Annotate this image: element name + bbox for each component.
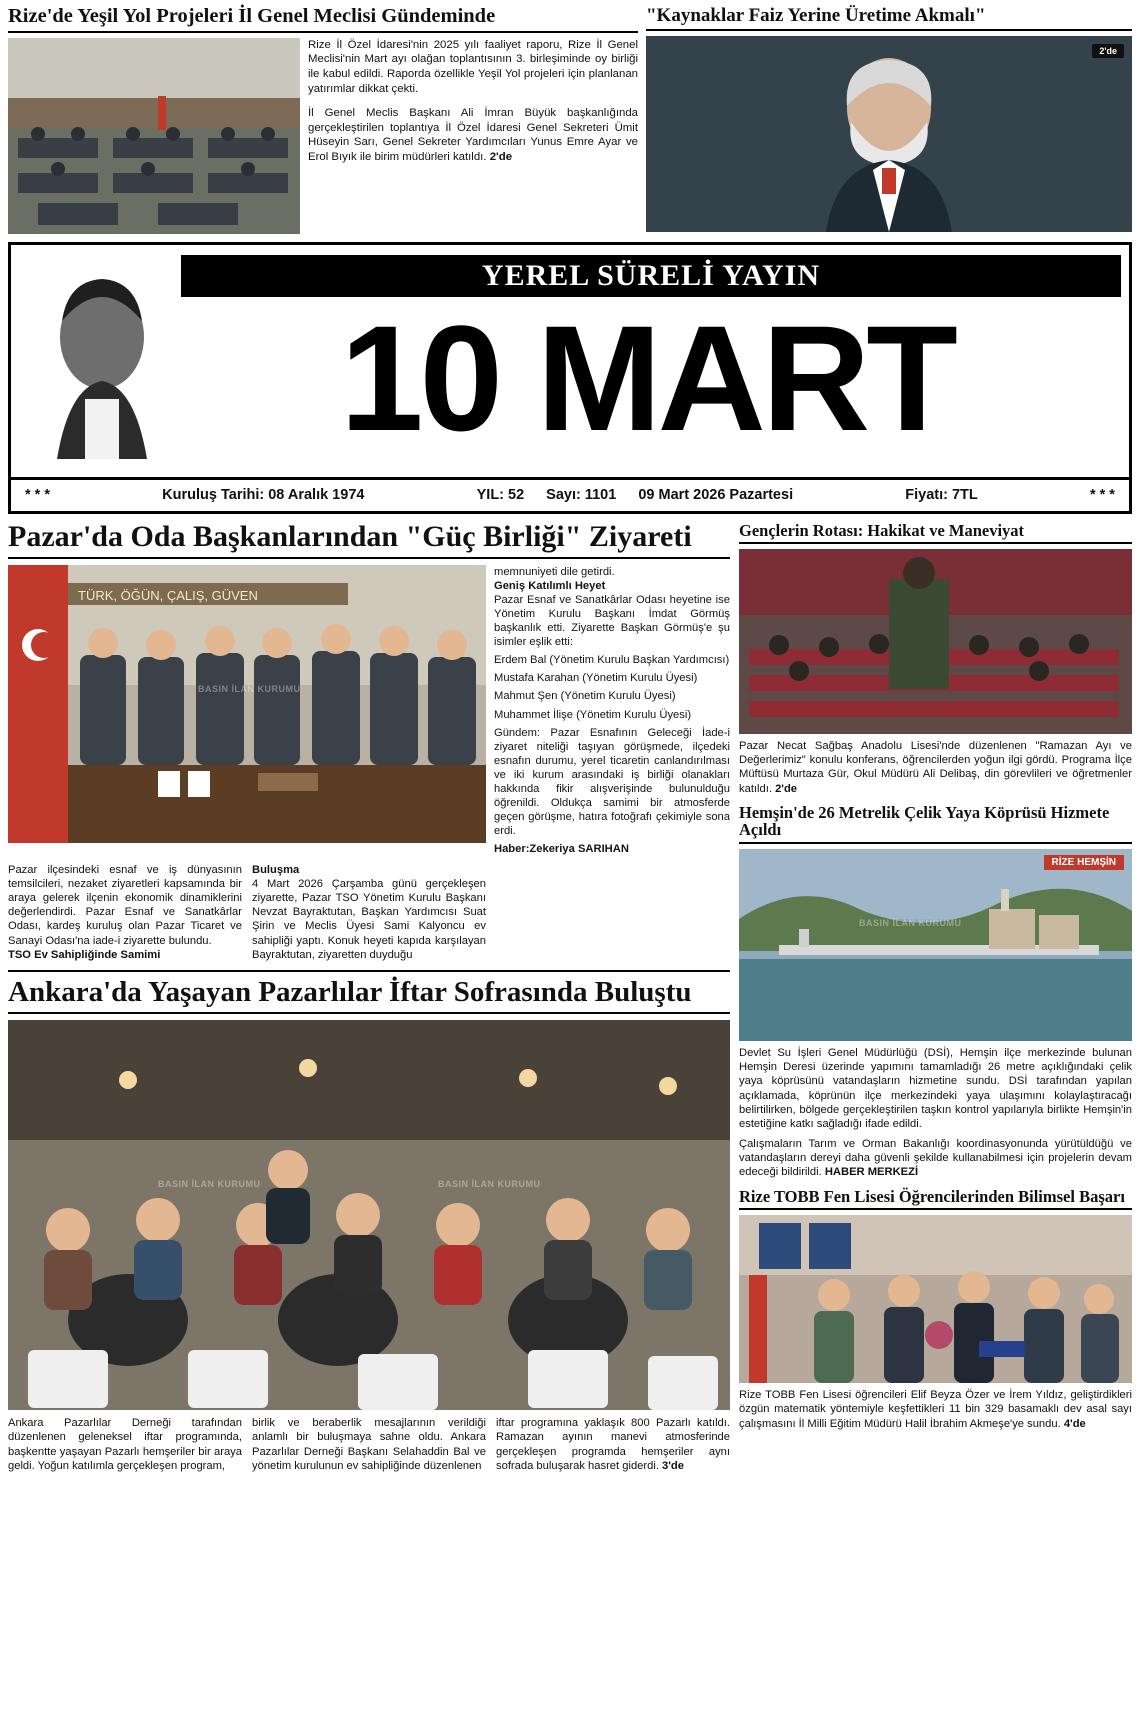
watermark: BASIN İLAN KURUMU	[438, 1179, 541, 1190]
lead-list-item-1: Mustafa Karahan (Yönetim Kurulu Üyesi)	[494, 672, 698, 685]
top-right-headline: "Kaynaklar Faiz Yerine Üretime Akmalı"	[646, 6, 1132, 31]
right-story-2-text-2: Çalışmaların Tarım ve Orman Bakanlığı koordinasyonunda yürütüldüğü ve vatandaşların dereyi daha güvenli şekilde kullanabilmesi için projelerin devam edeceği bildirildi. HABER MERKEZİ	[739, 1137, 1132, 1179]
top-story-right	[646, 6, 1132, 234]
ankara-column-1: Ankara Pazarlılar Derneği tarafından düzenlenen geleneksel iftar programında, başkentte yaşayan Pazarlı hemşeriler bir araya geldi. Yoğun katılımla gerçekleşen program,	[8, 1417, 242, 1472]
lead-col3-text: Pazar Esnaf ve Sanatkârlar Odası heyetine ise Yönetim Kurulu Başkanı İmdat Görmüş başkanlık etti. Ziyarette Başkan Görmüş'e şu isimler eşlik etti:	[494, 593, 730, 649]
watermark: BASIN İLAN KURUMU	[158, 1179, 261, 1190]
lead-byline: Haber:Zekeriya SARIHAN	[494, 843, 629, 856]
lead-column-1	[8, 863, 242, 963]
page-badge: 2'de	[1092, 44, 1124, 58]
watermark: BASIN İLAN KURUMU	[859, 917, 962, 928]
right-story-2-photo	[739, 849, 1132, 1041]
masthead-overline: YEREL SÜRELİ YAYIN	[181, 255, 1121, 297]
lead-headline: Pazar'da Oda Başkanlarından "Güç Birliği" Ziyareti	[8, 522, 730, 559]
lead-col1-text: Pazar ilçesindeki esnaf ve iş dünyasının temsilcileri, nezaket ziyaretleri kapsamında bir araya gelerek ilçenin ekonomik dinamiklerini değerlendirdi. Pazar Esnaf ve Sanatkârlar Odası, kardeş kuruluş olan Pazar Ticaret ve Sanayi Odası'na iade-i ziyarette bulundu.	[8, 863, 242, 947]
page-reference: 2'de	[775, 782, 798, 795]
top-left-text	[308, 38, 638, 234]
photo-watermark-label: RİZE HEMŞİN	[1044, 855, 1124, 870]
ankara-photo	[8, 1020, 730, 1410]
top-right-photo	[646, 36, 1132, 232]
page-reference: 3'de	[662, 1459, 684, 1472]
watermark: BASIN İLAN KURUMU	[198, 683, 301, 694]
page-reference: 2'de	[489, 151, 513, 164]
top-left-photo	[8, 38, 300, 234]
stars-right: * * *	[1089, 487, 1115, 504]
price: Fiyatı: 7TL	[905, 487, 978, 504]
top-left-paragraph-1: Rize İl Özel İdaresi'nin 2025 yılı faaliyet raporu, Rize İl Genel Meclisi'nin Mart ayı olağan toplantısının 3. birleşiminde oy birliği ile kabul edildi. Raporda özellikle Yeşil Yol projeleri için planlanan yatırımlar dikkat çekti.	[308, 38, 638, 95]
lead-col2-subhead: Buluşma	[252, 863, 300, 876]
lead-column-3	[494, 565, 730, 857]
lead-col1-subhead: TSO Ev Sahipliğinde Samimi	[8, 948, 161, 961]
lead-col4-text: Gündem: Pazar Esnafının Geleceği İade-i ziyaret niteliği taşıyan görüşmede, ilçedeki esnafın durumu, yerel ticaretin canlandırılması ve iki kurum arasındaki iş birliği olanakları hakkında fikir alışverişinde bulunulduğu öğrenildi. Oldukça samimi bir atmosferde geçen görüşme, hatıra fotoğrafı çekimiyle sona erdi.	[494, 726, 730, 838]
volume-year: YIL: 52	[476, 487, 525, 504]
lead-col2-text: 4 Mart 2026 Çarşamba günü gerçekleşen ziyarette, Pazar TSO Yönetim Kurulu Başkanı Nevzat Bayraktutan, Başkan Yardımcısı Suat Şirin ve Meclis Üyesi Sami Kalyoncu ev sahipliği yaptı. Konuk heyeti kapıda karşılayan Bayraktutan, ziyaretten duyduğu	[252, 877, 486, 961]
right-story-3-headline: Rize TOBB Fen Lisesi Öğrencilerinden Bilimsel Başarı	[739, 1188, 1132, 1210]
issue-number: Sayı: 1101	[546, 487, 617, 504]
publication-date: 09 Mart 2026 Pazartesi	[638, 487, 794, 504]
section-divider	[8, 970, 730, 972]
page-reference: 4'de	[1063, 1417, 1086, 1430]
top-strip	[0, 0, 1140, 234]
right-story-3	[739, 1188, 1132, 1431]
right-story-1-headline: Gençlerin Rotası: Hakikat ve Maneviyat	[739, 522, 1132, 544]
right-story-1	[739, 522, 1132, 797]
right-story-2-headline: Hemşin'de 26 Metrelik Çelik Yaya Köprüsü Hizmete Açıldı	[739, 804, 1132, 844]
right-story-3-photo	[739, 1215, 1132, 1383]
lead-col3-subhead: Geniş Katılımlı Heyet	[494, 579, 606, 592]
lead-list-item-0: Erdem Bal (Yönetim Kurulu Başkan Yardımcısı)	[494, 654, 730, 667]
lead-column-spacer	[496, 863, 730, 963]
main-content	[0, 514, 1140, 1473]
right-story-2	[739, 804, 1132, 1180]
lead-col3-first: memnuniyeti dile getirdi.	[494, 565, 615, 578]
ankara-column-3: iftar programına yaklaşık 800 Pazarlı katıldı. Ramazan ayının manevi atmosferinde gerçekleşen programda hemşeriler aynı sofrada buluşarak hasret giderdi. 3'de	[496, 1417, 730, 1472]
top-story-left	[8, 6, 638, 234]
ankara-headline: Ankara'da Yaşayan Pazarlılar İftar Sofrasında Buluştu	[8, 978, 730, 1014]
right-story-1-photo	[739, 549, 1132, 734]
source-label: HABER MERKEZİ	[824, 1166, 919, 1179]
lead-list-item-2: Mahmut Şen (Yönetim Kurulu Üyesi)	[494, 690, 676, 703]
lead-photo	[8, 565, 486, 843]
masthead	[8, 242, 1132, 480]
founded-date: Kuruluş Tarihi: 08 Aralık 1974	[162, 487, 365, 504]
top-left-paragraph-2: İl Genel Meclis Başkanı Ali İmran Büyük başkanlığında gerçekleştirilen toplantıya İl Özel İdaresi Genel Sekreteri Ümit Hüseyin Sarı, Genel Sekreter Yardımcıları Yunus Emre Ayar ve Erol Bıyık ile birim müdürleri katıldı. 2'de	[308, 106, 638, 164]
right-story-1-text: Pazar Necat Sağbaş Anadolu Lisesi'nde düzenlenen "Ramazan Ayı ve Değerlerimiz" konulu konferans, öğrencilerden yoğun ilgi gördü. Programa İlçe Müftüsü Murtaza Gür, Okul Müdürü Ali Delibaş, din görevlileri ve öğretmenler katıldı. 2'de	[739, 739, 1132, 795]
lead-column-2	[252, 863, 486, 963]
masthead-infobar	[8, 480, 1132, 514]
stars-left: * * *	[25, 487, 50, 504]
left-column	[8, 519, 730, 1473]
lead-list-item-3: Muhammet İlişe (Yönetim Kurulu Üyesi)	[494, 708, 692, 721]
masthead-title: 10 MART	[340, 293, 954, 462]
right-story-3-text: Rize TOBB Fen Lisesi öğrencileri Elif Beyza Özer ve İrem Yıldız, geliştirdikleri özgün matematik yöntemiyle keşfettikleri 11 bin 329 basamaklı dev asal sayı çalışmasını İl Milli Eğitim Müdürü Halil İbrahim Akmeşe'ye sundu. 4'de	[739, 1389, 1132, 1430]
ataturk-portresi	[27, 259, 177, 459]
right-column	[739, 522, 1132, 1473]
ankara-column-2: birlik ve beraberlik mesajlarının verildiği anlamlı bir buluşmaya sahne oldu. Ankara Pazarlılar Derneği Başkanı Selahaddin Bal ve yönetim kurulunun ev sahipliğinde düzenlenen	[252, 1417, 486, 1472]
svg-text:TÜRK, ÖĞÜN, ÇALIŞ, GÜVEN: TÜRK, ÖĞÜN, ÇALIŞ, GÜVEN	[78, 587, 258, 603]
right-story-2-text: Devlet Su İşleri Genel Müdürlüğü (DSİ), Hemşin ilçe merkezinde bulunan Hemşin Deresi üzerinde yapımını tamamladığı 26 metre açıklığındaki çelik yaya köprüsünü vatandaşların hizmetine sundu. DSİ tarafından yapılan açıklamada, köprünün ilçe merkezindeki yaya ulaşımını kolaylaştıracağı belirtilirken, bölgede gerçekleştirilen taşkın kontrol yapılarıyla birlikte Hemşin'in estetiğine katkı sağladığı ifade edildi.	[739, 1046, 1132, 1131]
top-left-headline: Rize'de Yeşil Yol Projeleri İl Genel Meclisi Gündeminde	[8, 6, 638, 33]
